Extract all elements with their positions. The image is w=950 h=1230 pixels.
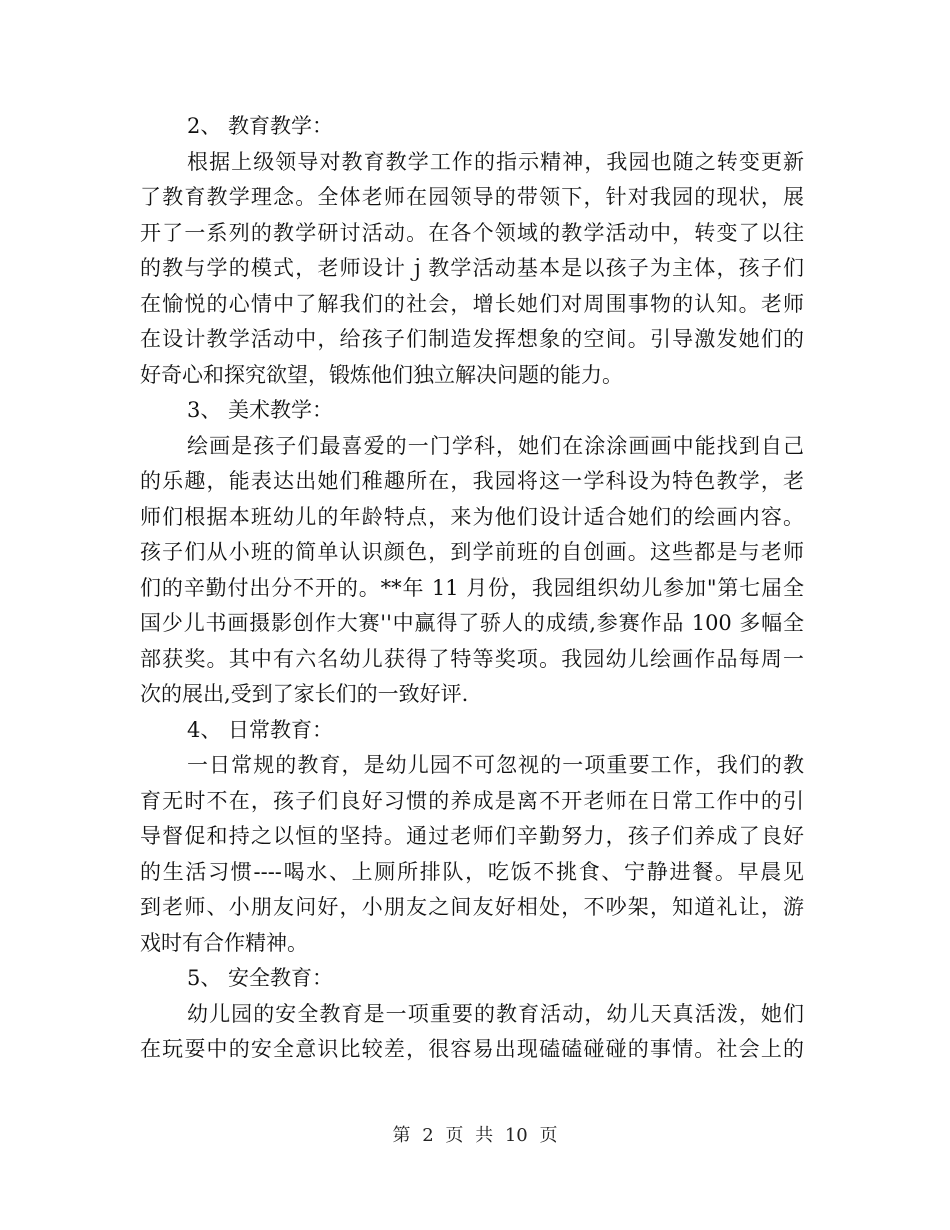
paragraph-line: 在设计教学活动中，给孩子们制造发挥想象的空间。引导激发她们的 (140, 327, 804, 351)
paragraph-line: 在愉悦的心情中了解我们的社会，增长她们对周围事物的认知。老师 (140, 291, 804, 316)
paragraph-line: 幼儿园的安全教育是一项重要的教育活动，幼儿天真活泼，她们 (187, 1001, 804, 1026)
paragraph-line: 戏时有合作精神。 (140, 930, 308, 955)
paragraph-line: 孩子们从小班的简单认识颜色，到学前班的自创画。这些都是与老师 (140, 540, 804, 564)
paragraph-line: 的教与学的模式，老师设计ｊ教学活动基本是以孩子为主体，孩子们 (140, 256, 804, 280)
paragraph-line: 绘画是孩子们最喜爱的一门学科，她们在涂涂画画中能找到自己 (187, 433, 804, 458)
paragraph-line: 导督促和持之以恒的坚持。通过老师们辛勤努力，孩子们养成了良好 (140, 824, 804, 848)
section-heading-teaching: 2、 教育教学： (187, 114, 334, 138)
paragraph-line: 到老师、小朋友问好，小朋友之间友好相处，不吵架，知道礼让，游 (140, 895, 804, 919)
paragraph-line: 的生活习惯----喝水、上厕所排队，吃饭不挑食、宁静进餐。早晨见 (140, 859, 804, 884)
section-heading-art: 3、 美术教学： (187, 398, 334, 422)
paragraph-line: 们的辛勤付出分不开的。**年 11 月份，我园组织幼儿参加"第七届全 (140, 575, 804, 600)
paragraph-line: 育无时不在，孩子们良好习惯的养成是离不开老师在日常工作中的引 (140, 788, 804, 813)
paragraph-line: 开了一系列的教学研讨活动。在各个领域的教学活动中，转变了以往 (140, 220, 804, 245)
paragraph-line: 了教育教学理念。全体老师在园领导的带领下，针对我园的现状，展 (140, 185, 804, 209)
paragraph-line: 好奇心和探究欲望，锻炼他们独立解决问题的能力。 (140, 362, 623, 387)
paragraph-line: 的乐趣，能表达出她们稚趣所在，我园将这一学科设为特色教学，老 (140, 469, 804, 493)
page-number-footer: 第 2 页 共 10 页 (392, 1125, 558, 1146)
paragraph-line: 在玩耍中的安全意识比较差，很容易出现磕磕碰碰的事情。社会上的 (140, 1037, 804, 1061)
paragraph-line: 师们根据本班幼儿的年龄特点，来为他们设计适合她们的绘画内容。 (140, 504, 804, 529)
document-body (140, 109, 804, 1068)
paragraph-line: 部获奖。其中有六名幼儿获得了特等奖项。我园幼儿绘画作品每周一 (140, 646, 804, 671)
paragraph-line: 一日常规的教育，是幼儿园不可忽视的一项重要工作，我们的教 (187, 753, 804, 777)
section-heading-daily: 4、 日常教育： (187, 717, 334, 742)
paragraph-line: 根据上级领导对教育教学工作的指示精神，我园也随之转变更新 (187, 149, 804, 174)
paragraph-line: 国少儿书画摄影创作大赛''中赢得了骄人的成绩,参赛作品 100 多幅全 (140, 611, 804, 635)
paragraph-line: 次的展出,受到了家长们的一致好评. (140, 682, 469, 706)
section-heading-safety: 5、 安全教育： (187, 966, 334, 990)
